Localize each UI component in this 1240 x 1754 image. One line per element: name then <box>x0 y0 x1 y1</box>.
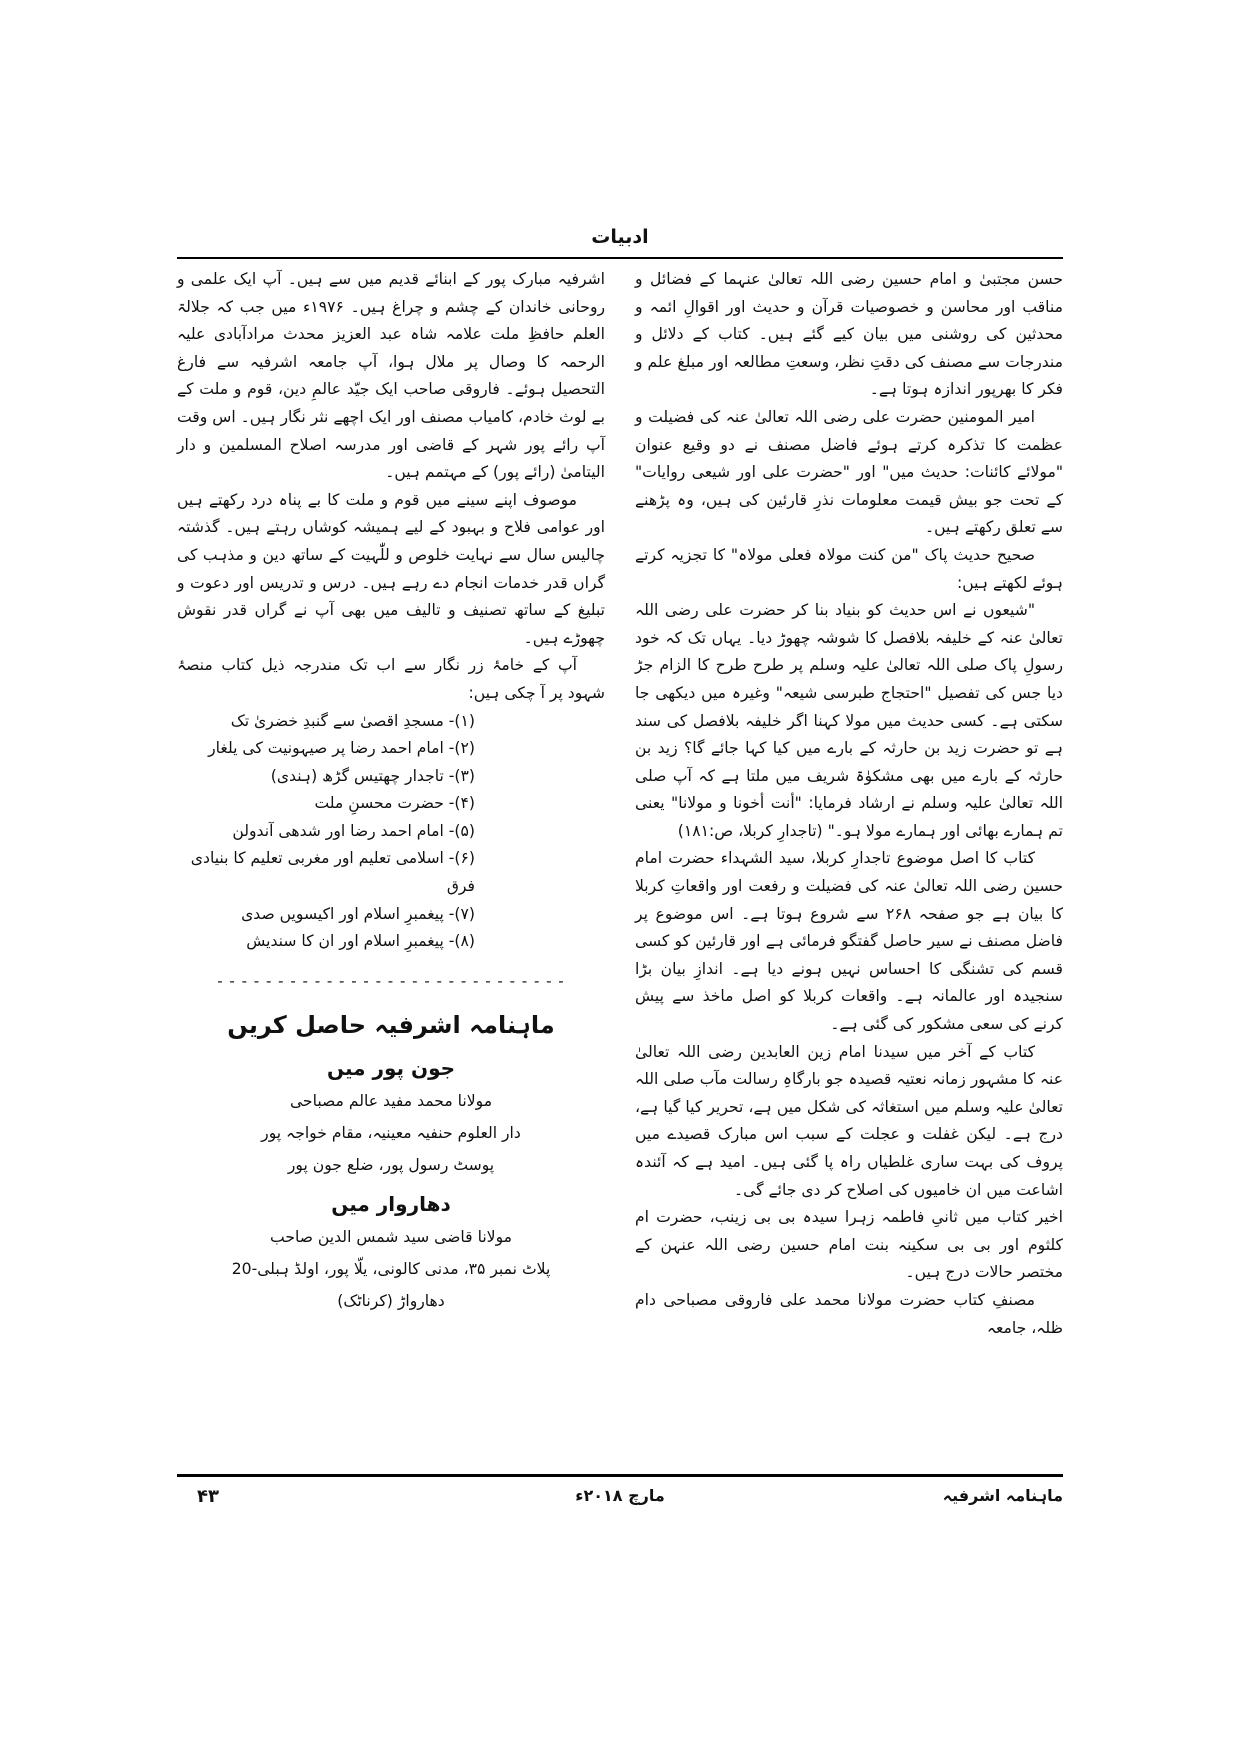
paragraph: کتاب کا اصل موضوع تاجدارِ کربلا، سید الشہداء حضرت امام حسین رضی اللہ تعالیٰ عنہ کی فضیلت و رفعت اور واقعاتِ کربلا کا بیان ہے جو صفحہ ۲۶۸ سے شروع ہوتا ہے۔ اس موضوع پر فاضل مصنف نے سیر حاصل گفتگو فرمائی ہے اور قارئین کو کسی قسم کی تشنگی کا احساس نہیں ہونے دیا ہے۔ اندازِ بیان بڑا سنجیدہ اور عالمانہ ہے۔ واقعات کربلا کو اصل ماخذ سے پیش کرنے کی سعی مشکور کی گئی ہے۔ <box>635 849 1063 1034</box>
address-line: پلاٹ نمبر ۳۵، مدنی کالونی، یلّا پور، اولڈ ہبلی-20 <box>231 1260 551 1279</box>
paragraph: کتاب کے آخر میں سیدنا امام زین العابدین رضی اللہ تعالیٰ عنہ کا مشہور زمانہ نعتیہ قصیدہ جو بارگاہِ رسالت مآب صلی اللہ تعالیٰ علیہ وسلم میں استغاثہ کی شکل میں ہے، تحریر کیا گیا ہے، درج ہے۔ لیکن غفلت و عجلت کے سبب اس مبارک قصیدے میں پروف کی بہت ساری غلطیاں راہ پا گئی ہیں۔ امید ہے کہ آئندہ اشاعت میں ان خامیوں کی اصلاح کر دی جائے گی۔ <box>635 1042 1063 1199</box>
paragraph: مصنفِ کتاب حضرت مولانا محمد علی فاروقی مصباحی دام ظلہ، جامعہ <box>635 1290 1063 1337</box>
footer-rule <box>177 1474 1063 1477</box>
paragraph: اشرفیہ مبارک پور کے ابنائے قدیم میں سے ہیں۔ آپ ایک علمی و روحانی خاندان کے چشم و چراغ ہیں۔ ۱۹۷۶ء میں جب کہ جلالۃ العلم حافظِ ملت علامہ شاہ عبد العزیز محدث مرادآبادی علیہ الرحمہ کا وصال پر ملال ہوا، آپ جامعہ اشرفیہ سے فارغ التحصیل ہوئے۔ فاروقی صاحب ایک جیّد عالمِ دین، قوم و ملت کے بے لوث خادم، کامیاب مصنف اور ایک اچھے نثر نگار ہیں۔ اس وقت آپ رائے پور شہر کے قاضی اور مدرسہ اصلاح المسلمین و دار الیتامیٰ (رائے پور) کے مہتمم ہیں۔ <box>177 270 606 482</box>
section-title: ادبیات <box>591 226 649 248</box>
location-heading: دھاروار میں <box>331 1192 451 1217</box>
book-list <box>177 708 605 956</box>
book-item: (۴)- حضرت محسنِ ملت <box>314 794 475 813</box>
page-footer <box>177 1486 1063 1516</box>
address-line: مولانا محمد مفید عالم مصباحی <box>289 1092 493 1111</box>
promo-title: ماہنامہ اشرفیہ حاصل کریں <box>227 1011 555 1040</box>
book-item: (۸)- پیغمبرِ اسلام اور ان کا سندیش <box>246 932 475 951</box>
paragraph: صحیح حدیث پاک "من کنت مولاہ فعلی مولاہ" کا تجزیہ کرتے ہوئے لکھتے ہیں: <box>635 545 1063 592</box>
paragraph: آپ کے خامۂ زر نگار سے اب تک مندرجہ ذیل کتاب منصۂ شہود پر آ چکی ہیں: <box>177 656 605 702</box>
header-rule <box>177 257 1063 259</box>
magazine-name: ماہنامہ اشرفیہ <box>942 1486 1063 1505</box>
address-line: دھارواڑ (کرناٹک) <box>337 1292 445 1311</box>
page-number: ۴۳ <box>197 1486 219 1507</box>
book-item: (۵)- امام احمد رضا اور شدھی آندولن <box>232 821 475 840</box>
quotation: "شیعوں نے اس حدیث کو بنیاد بنا کر حضرت علی رضی اللہ تعالیٰ عنہ کے خلیفہ بلافصل کا شوشہ چھوڑ دیا۔ یہاں تک کہ خود رسولِ پاک صلی اللہ تعالیٰ علیہ وسلم پر طرح طرح کا الزام جڑ دیا جس کی تفصیل "احتجاج طبرسی شیعہ" وغیرہ میں دیکھی جا سکتی ہے۔ کسی حدیث میں مولا کہنا اگر خلیفہ بلافصل کی سند ہے تو حضرت زید بن حارثہ کے بارے میں کیا کہا جائے گا؟ زید بن حارثہ کے بارے میں بھی مشکوٰۃ شریف میں ملتا ہے کہ آپ صلی اللہ تعالیٰ علیہ وسلم نے ارشاد فرمایا: "أنت أخونا و مولانا" یعنی تم ہمارے بھائی اور ہمارے مولا ہو۔" (تاجدارِ کربلا، ص:۱۸۱) <box>635 601 1063 840</box>
book-item: (۶)- اسلامی تعلیم اور مغربی تعلیم کا بنیادی فرق <box>190 849 475 896</box>
paragraph: حسن مجتبیٰ و امام حسین رضی اللہ تعالیٰ عنہما کے فضائل و مناقب اور محاسن و خصوصیات قرآن و حدیث اور اقوالِ ائمہ و محدثین کی روشنی میں بیان کیے گئے ہیں۔ کتاب کے دلائل و مندرجات سے مصنف کی دقتِ نظر، وسعتِ مطالعہ اور مبلغ علم و فکر کا بھرپور اندازہ ہوتا ہے۔ <box>635 270 1063 399</box>
address-line: مولانا قاضی سید شمس الدین صاحب <box>270 1228 512 1247</box>
magazine-page <box>177 222 1063 1522</box>
address-line: دار العلوم حنفیہ معینیہ، مقام خواجہ پور <box>261 1124 521 1143</box>
book-item: (۱)- مسجدِ اقصیٰ سے گنبدِ خضریٰ تک <box>230 711 475 730</box>
issue-date: مارچ ۲۰۱۸ء <box>575 1486 665 1505</box>
book-item: (۳)- تاجدار چھتیس گڑھ (ہندی) <box>270 766 475 785</box>
paragraph: امیر المومنین حضرت علی رضی اللہ تعالیٰ عنہ کی فضیلت و عظمت کا تذکرہ کرتے ہوئے فاضل مصنف نے دو وقیع عنوان "مولائے کائنات: حدیث میں" اور "حضرت علی اور شیعی روایات" کے تحت جو بیش قیمت معلومات نذرِ قارئین کی ہیں، وہ پڑھنے سے تعلق رکھتے ہیں۔ <box>635 407 1063 537</box>
book-item: (۷)- پیغمبرِ اسلام اور اکیسویں صدی <box>241 904 475 923</box>
address-line: پوسٹ رسول پور، ضلع جون پور <box>287 1156 495 1175</box>
right-column <box>635 266 1063 1342</box>
paragraph: اخیر کتاب میں ثانیِ فاطمہ زہرا سیدہ بی بی زینب، حضرت ام کلثوم اور بی بی سکینہ بنت امام حسین رضی اللہ عنہن کے مختصر حالات درج ہیں۔ <box>635 1208 1063 1282</box>
dashed-divider: - - - - - - - - - - - - - - - - - - - - - - - - - - - - - <box>217 971 565 990</box>
left-column <box>177 266 605 1317</box>
book-item: (۲)- امام احمد رضا پر صیہونیت کی یلغار <box>208 739 475 758</box>
subscription-box <box>177 1005 605 1317</box>
paragraph: موصوف اپنے سینے میں قوم و ملت کا بے پناہ درد رکھتے ہیں اور عوامی فلاح و بہبود کے لیے ہمیشہ کوشاں رہتے ہیں۔ گذشتہ چالیس سال سے نہایت خلوص و للّٰہیت کے ساتھ دین و مذہب کی گراں قدر خدمات انجام دے رہے ہیں۔ درس و تدریس اور دعوت و تبلیغ کے ساتھ تصنیف و تالیف میں بھی آپ نے گراں قدر نقوش چھوڑے ہیں۔ <box>177 490 605 647</box>
location-heading: جون پور میں <box>326 1056 456 1081</box>
